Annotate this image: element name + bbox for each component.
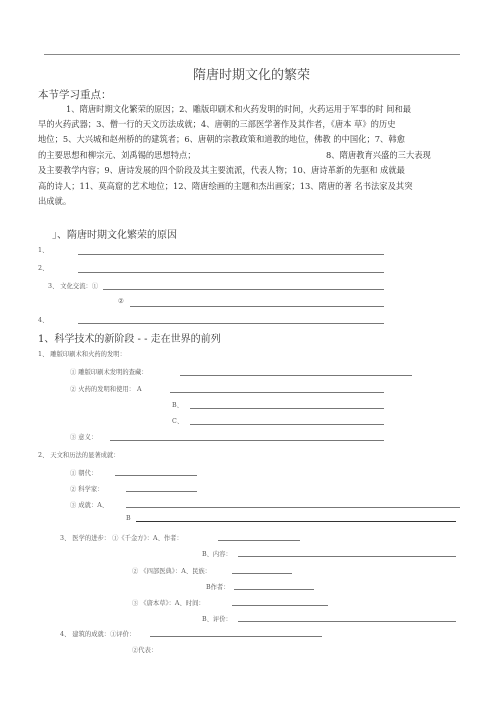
s1-item-2-label: 2、 (38, 265, 49, 272)
q2-a-label: ① 朝代： (70, 470, 98, 477)
q1-label: 1、 雕版印刷术和火药的发明： (38, 351, 126, 358)
q3-b-label: ② 《四部医典》：A、民族： (132, 568, 211, 575)
q1-b3-label: C、 (172, 418, 184, 425)
q1-c-blank[interactable] (110, 440, 384, 441)
focus-line-7: 出成就。 (38, 196, 72, 206)
q3-b-blank[interactable] (232, 573, 292, 574)
s1-item-1-label: 1、 (38, 247, 49, 254)
focus-line-2: 早的火药武器；3、僧一行的天文历法成就；4、唐朝的三部医学著作及其作者，《唐本 草》的历史 (38, 119, 396, 129)
focus-line-6: 高的诗人；11、莫高窟的艺术地位；12、隋唐绘画的主题和杰出画家；13、隋唐的著 名书法家及其突 (38, 181, 413, 191)
q3-c-blank[interactable] (232, 605, 328, 606)
q2-b-blank[interactable] (126, 491, 197, 492)
q2-c2-blank[interactable] (136, 521, 456, 522)
s1-item-3b-blank[interactable] (130, 306, 384, 307)
q4-label: 4、 建筑的成就：①评价： (60, 631, 136, 638)
q3-b2-blank[interactable] (234, 589, 314, 590)
focus-line-3: 地位；5、大兴城和赵州桥的的建筑者；6、唐朝的宗教政策和道教的地位，佛教 的中国化；7、韩愈 (38, 134, 405, 144)
q1-b-label: ② 火药的发明和使用： A (70, 386, 142, 393)
s1-item-2-blank[interactable] (78, 272, 384, 273)
s1-item-3b-label: ② (118, 298, 124, 305)
q2-b-label: ② 科学家： (70, 486, 104, 493)
focus-line-1: 1、隋唐时期文化繁荣的原因；2、雕版印刷术和火药发明的时间，火药运用于军事的时 间和最 (66, 104, 412, 114)
q2-c-label: ③ 成就：A、 (70, 502, 109, 509)
header-rule (44, 54, 460, 55)
q3-a2-blank[interactable] (238, 556, 456, 557)
q1-c-label: ③ 意义： (70, 434, 98, 441)
q1-a-label: ① 雕版印刷术发明的查藏： (70, 369, 148, 376)
page-title: 隋唐时期文化的繁荣 (192, 68, 310, 83)
s1-item-4-blank[interactable] (78, 323, 384, 324)
s1-item-4-label: 4、 (38, 317, 49, 324)
q3-c2-blank[interactable] (238, 621, 456, 622)
q2-c-blank[interactable] (126, 507, 460, 508)
focus-line-4: 的主要思想和柳宗元、刘禹锡的思想特点； (38, 150, 196, 160)
q1-b2-blank[interactable] (190, 408, 384, 409)
q1-b-blank[interactable] (170, 392, 384, 393)
q1-b2-label: B、 (172, 402, 183, 409)
q2-label: 2、 天文和历法的显著成就： (38, 452, 120, 459)
q3-b2-label: B作者： (206, 584, 230, 591)
q3-c2-label: B、评价： (202, 616, 232, 623)
q3-label: 3、 医学的进步： ①《千金方》：A、作者： (60, 535, 183, 542)
focus-heading: 本节学习重点： (38, 89, 112, 101)
section2-title: 1、科学技术的新阶段 - - 走在世界的前列 (38, 334, 221, 345)
q1-a-blank[interactable] (180, 375, 412, 376)
s1-item-3-blank[interactable] (103, 289, 384, 290)
focus-line-5: 及主要教学内容；9、唐诗发展的四个阶段及其主要流派，代表人物；10、唐诗革新的先驱和 成就最 (38, 165, 405, 175)
q4-b-label: ②代表： (132, 647, 158, 654)
focus-line-4b: 8、隋唐教育兴盛的三大表现 (326, 150, 431, 160)
s1-item-3-label: 3、 文化交流：① (48, 283, 99, 290)
s1-item-1-blank[interactable] (78, 254, 384, 255)
q2-c2-label: B (126, 515, 131, 522)
q1-b3-blank[interactable] (190, 424, 384, 425)
q4-a-blank[interactable] (150, 636, 322, 637)
q3-a-blank[interactable] (218, 540, 300, 541)
q2-a-blank[interactable] (115, 475, 197, 476)
q3-a2-label: B、内容： (202, 551, 232, 558)
q3-c-label: ③ 《唐本草》：A、时间： (132, 600, 205, 607)
section1-title: 」、隋唐时期文化繁荣的原因 (52, 230, 177, 241)
